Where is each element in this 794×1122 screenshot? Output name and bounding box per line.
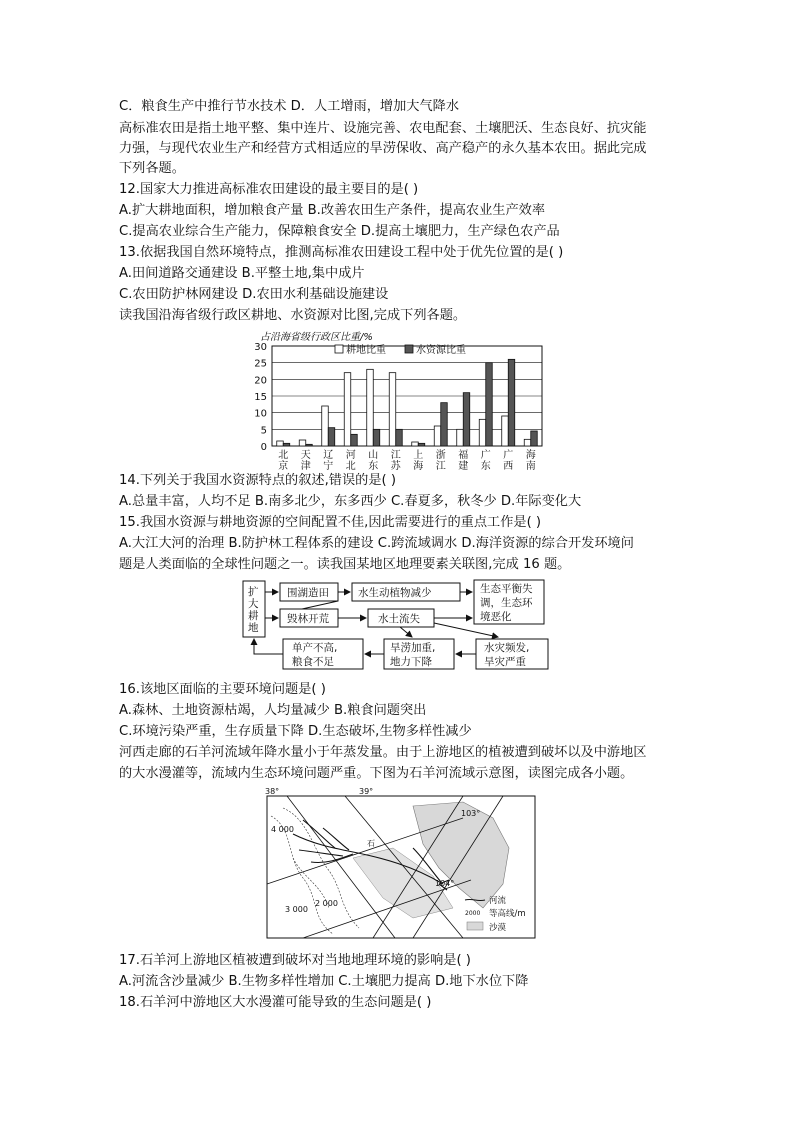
x-tick-label: 辽	[323, 450, 334, 461]
passage-text: 高标准农田是指土地平整、集中连片、设施完善、农电配套、土壤肥沃、生态良好、抗灾能	[119, 121, 647, 136]
chart-title: 占沿海省级行政区比重/%	[260, 332, 373, 343]
bar-water	[351, 434, 358, 446]
options-12-cd: C.提高农业综合生产能力，保障粮食安全 D.提高土壤肥力，生产绿色农产品	[119, 224, 560, 239]
y-tick-label: 0	[260, 442, 267, 453]
options-13-ab: A.田间道路交通建设 B.平整土地,集中成片	[119, 266, 365, 281]
y-tick-label: 30	[254, 342, 267, 353]
question-16: 16.该地区面临的主要环境问题是( )	[119, 682, 326, 697]
x-tick-label: 天	[300, 450, 311, 461]
bar-farmland	[367, 369, 374, 446]
y-tick-label: 15	[254, 392, 267, 403]
node-drought-2: 地力下降	[390, 656, 432, 668]
question-text: C．粮食生产中推行节水技术 D．人工增雨，增加大气降水	[119, 99, 460, 114]
bar-chart	[240, 328, 550, 476]
x-tick-label: 西	[503, 461, 514, 472]
x-tick-label: 浙	[435, 450, 446, 461]
question-13: 13.依据我国自然环境特点，推测高标准农田建设工程中处于优先位置的是( )	[119, 245, 564, 260]
x-tick-label: 东	[368, 461, 379, 472]
bar-farmland	[277, 441, 284, 446]
legend-label-farmland: 耕地比重	[346, 345, 386, 356]
passage-text: 的大水漫灌等，流域内生态环境问题严重。下图为石羊河流域示意图，读图完成各小题。	[119, 766, 634, 781]
lon-label-38: 38°	[265, 787, 280, 796]
question-18: 18.石羊河中游地区大水漫灌可能导致的生态问题是( )	[119, 995, 432, 1010]
map-char-shi: 石	[367, 839, 375, 848]
bar-water	[283, 443, 290, 446]
contour-label-2000: 2 000	[315, 899, 338, 908]
node-deforestation: 毁林开荒	[287, 613, 329, 625]
node-lake-reclamation: 围湖造田	[287, 587, 329, 599]
x-tick-label: 建	[458, 461, 469, 472]
bar-water	[508, 359, 515, 446]
passage-text: 题是人类面临的全球性问题之一。读我国某地区地理要素关联图,完成 16 题。	[119, 557, 571, 572]
legend-desert: 沙漠	[489, 923, 507, 933]
x-tick-label: 福	[458, 450, 469, 461]
question-17: 17.石羊河上游地区植被遭到破坏对当地地理环境的影响是( )	[119, 953, 471, 968]
x-tick-label: 宁	[323, 461, 334, 472]
node-aquatic-decrease: 水生动植物减少	[358, 587, 432, 599]
node-expand-farmland-char: 耕	[248, 610, 259, 622]
node-drought-1: 旱涝加重,	[390, 642, 436, 654]
options-14: A.总量丰富，人均不足 B.南多北少，东多西少 C.春夏多，秋冬少 D.年际变化大	[119, 494, 582, 509]
node-disaster-1: 水灾频发,	[484, 642, 530, 654]
node-disaster-2: 旱灾严重	[484, 656, 526, 668]
bar-water	[486, 363, 493, 446]
node-low-yield-2: 粮食不足	[292, 656, 334, 668]
lon-label-39: 39°	[359, 787, 374, 796]
bar-farmland	[502, 416, 509, 446]
y-tick-label: 20	[254, 375, 267, 387]
passage-text: 下列各题。	[119, 161, 185, 176]
node-low-yield-1: 单产不高,	[292, 642, 338, 654]
bar-farmland	[457, 429, 464, 446]
bar-farmland	[322, 406, 329, 446]
bar-water	[373, 429, 380, 446]
bar-water	[441, 403, 448, 446]
bar-farmland	[479, 419, 486, 446]
node-soil-erosion: 水土流失	[378, 613, 420, 625]
x-tick-label: 江	[435, 461, 446, 472]
contour-label-4000: 4 000	[271, 825, 294, 834]
y-tick-label: 5	[260, 425, 267, 437]
x-tick-label: 南	[525, 461, 536, 472]
lat-label-104: 104°	[435, 879, 455, 888]
x-tick-label: 北	[278, 450, 289, 461]
x-tick-label: 东	[480, 461, 491, 472]
legend-contour-value: 2000	[465, 910, 481, 917]
bar-farmland	[299, 440, 306, 446]
bar-water	[306, 444, 313, 446]
desert-legend-icon	[467, 922, 483, 930]
y-tick-label: 25	[254, 358, 267, 370]
bar-water	[531, 431, 538, 446]
flowchart	[240, 578, 566, 672]
bar-water	[418, 443, 425, 446]
options-12-ab: A.扩大耕地面积，增加粮食产量 B.改善农田生产条件，提高农业生产效率	[119, 203, 546, 218]
legend-river: 河流	[489, 896, 507, 906]
passage-text: 力强，与现代农业生产和经营方式相适应的旱涝保收、高产稳产的永久基本农田。据此完成	[119, 141, 647, 156]
x-tick-label: 北	[345, 461, 356, 472]
bar-water	[396, 429, 403, 446]
question-12: 12.国家大力推进高标准农田建设的最主要目的是( )	[119, 182, 419, 197]
node-expand-farmland-char: 扩	[248, 586, 259, 598]
x-tick-label: 上	[413, 450, 424, 461]
options-17: A.河流含沙量减少 B.生物多样性增加 C.土壤肥力提高 D.地下水位下降	[119, 974, 529, 989]
options-15: A.大江大河的治理 B.防护林工程体系的建设 C.跨流域调水 D.海洋资源的综合开发环境问	[119, 536, 634, 551]
passage-text: 读我国沿海省级行政区耕地、水资源对比图,完成下列各题。	[119, 308, 467, 323]
legend-label-water: 水资源比重	[416, 345, 466, 356]
bar-water	[328, 428, 335, 446]
passage-text: 河西走廊的石羊河流域年降水量小于年蒸发量。由于上游地区的植被遭到破坏以及中游地区	[119, 745, 647, 760]
chart-legend	[335, 343, 466, 356]
options-16-ab: A.森林、土地资源枯竭，人均量减少 B.粮食问题突出	[119, 703, 427, 718]
bar-water	[463, 393, 470, 446]
bar-farmland	[434, 426, 441, 446]
x-tick-label: 京	[278, 461, 289, 472]
node-ecology-imbalance-2: 调，生态环	[480, 597, 533, 609]
x-tick-label: 广	[480, 450, 491, 461]
contour-label-3000: 3 000	[285, 905, 308, 914]
x-tick-label: 江	[390, 450, 401, 461]
x-tick-label: 山	[368, 450, 379, 461]
x-tick-label: 海	[525, 450, 536, 461]
bar-farmland	[412, 442, 419, 446]
shiyang-river-map	[263, 788, 539, 942]
bar-farmland	[389, 373, 396, 446]
question-15: 15.我国水资源与耕地资源的空间配置不佳,因此需要进行的重点工作是( )	[119, 515, 542, 530]
x-tick-label: 广	[503, 450, 514, 461]
x-tick-label: 河	[345, 450, 356, 461]
options-13-cd: C.农田防护林网建设 D.农田水利基础设施建设	[119, 287, 389, 302]
node-expand-farmland-char: 大	[248, 598, 259, 610]
bar-farmland	[524, 439, 531, 446]
x-tick-label: 苏	[390, 461, 401, 472]
node-ecology-imbalance-3: 境恶化	[480, 611, 512, 623]
lat-label-103: 103°	[461, 809, 481, 818]
question-14: 14.下列关于我国水资源特点的叙述,错误的是( )	[119, 473, 397, 488]
legend-contour: 等高线/m	[489, 909, 526, 919]
x-tick-label: 津	[300, 461, 311, 472]
x-tick-label: 海	[413, 461, 424, 472]
node-ecology-imbalance-1: 生态平衡失	[480, 583, 533, 595]
node-expand-farmland-char: 地	[248, 622, 259, 634]
bar-farmland	[344, 373, 351, 446]
options-16-cd: C.环境污染严重，生存质量下降 D.生态破坏,生物多样性减少	[119, 724, 472, 739]
y-tick-label: 10	[254, 408, 267, 420]
